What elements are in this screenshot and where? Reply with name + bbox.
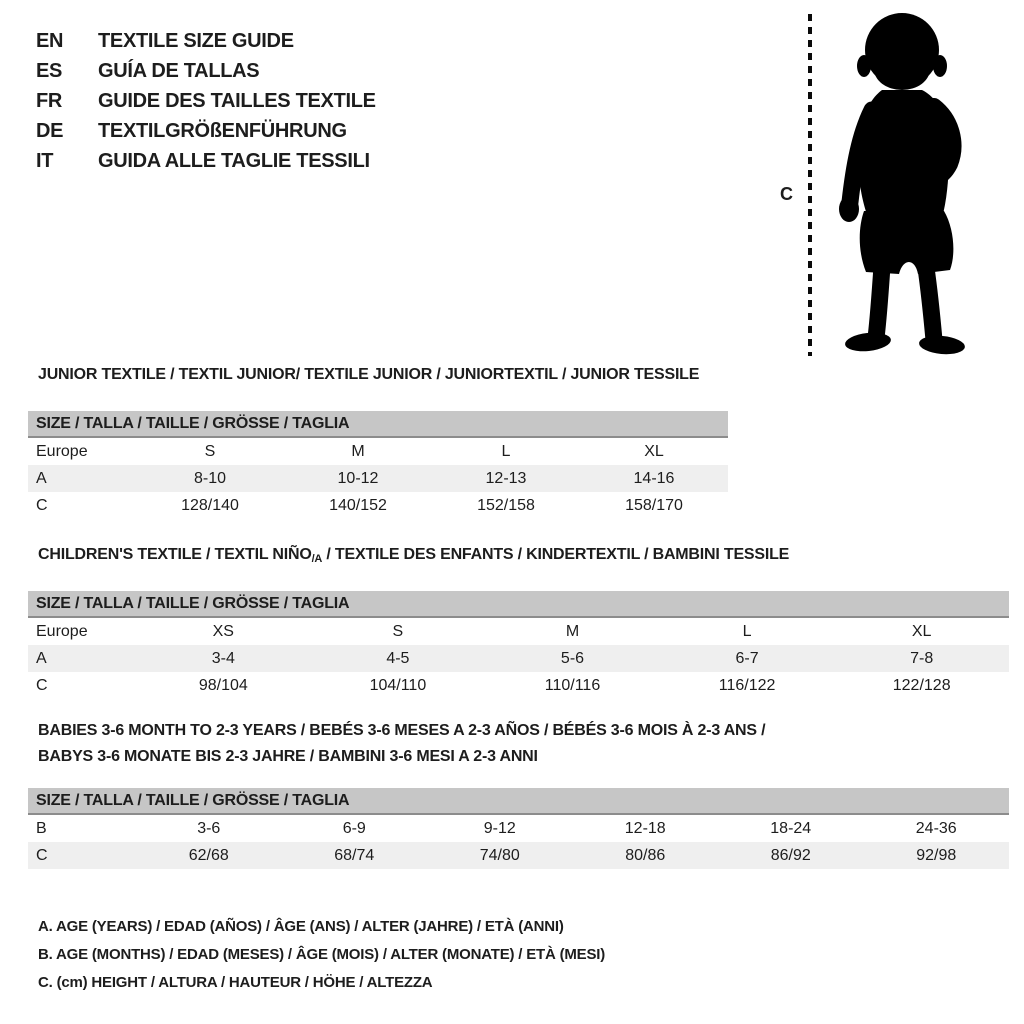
cell: 5-6 xyxy=(560,649,585,667)
cell: 12-13 xyxy=(485,469,527,487)
table-row xyxy=(28,815,1009,842)
footnote-b: B. AGE (MONTHS) / EDAD (MESES) / ÂGE (MOIS) / ALTER (MONATE) / ETÀ (MESI) xyxy=(38,945,606,963)
cell: 14-16 xyxy=(633,469,675,487)
babies-title-line2: BABYS 3-6 MONATE BIS 2-3 JAHRE / BAMBINI 3-6 MESI A 2-3 ANNI xyxy=(38,748,538,765)
row-label: Europe xyxy=(36,442,88,460)
cell: 3-6 xyxy=(197,819,221,837)
cell: 18-24 xyxy=(770,819,812,837)
cell: 6-9 xyxy=(342,819,366,837)
cell: 4-5 xyxy=(386,649,410,667)
table-row xyxy=(28,672,1009,699)
cell: L xyxy=(742,622,752,640)
language-code: EN xyxy=(36,29,64,52)
row-label: C xyxy=(36,496,48,514)
cell: M xyxy=(565,622,580,640)
row-label: Europe xyxy=(36,622,88,640)
row-label: A xyxy=(36,649,47,667)
height-marker-label: C xyxy=(780,184,793,204)
babies-title-line1: BABIES 3-6 MONTH TO 2-3 YEARS / BEBÉS 3-6 MESES A 2-3 AÑOS / BÉBÉS 3-6 MOIS À 2-3 ANS / xyxy=(38,722,766,739)
cell: 74/80 xyxy=(479,846,520,864)
cell: 86/92 xyxy=(770,846,811,864)
footnote-legend xyxy=(38,912,605,996)
cell: 6-7 xyxy=(735,649,759,667)
language-row xyxy=(36,146,376,176)
size-header: SIZE / TALLA / TAILLE / GRÖSSE / TAGLIA xyxy=(28,411,728,438)
cell: 8-10 xyxy=(193,469,227,487)
language-row xyxy=(36,116,376,146)
cell: 7-8 xyxy=(910,649,934,667)
cell: 62/68 xyxy=(188,846,229,864)
row-label: C xyxy=(36,846,48,864)
row-label: C xyxy=(36,676,48,694)
footnote-a: A. AGE (YEARS) / EDAD (AÑOS) / ÂGE (ANS) / ALTER (JAHRE) / ETÀ (ANNI) xyxy=(38,917,564,935)
size-header: SIZE / TALLA / TAILLE / GRÖSSE / TAGLIA xyxy=(28,591,1009,618)
table-row xyxy=(28,842,1009,869)
row-label: A xyxy=(36,469,47,487)
children-title-subscript: /A xyxy=(311,553,323,565)
cell: 140/152 xyxy=(329,496,387,514)
cell: 3-4 xyxy=(211,649,235,667)
cell: L xyxy=(501,442,511,460)
height-measure-dotted-line xyxy=(808,14,812,356)
language-code: FR xyxy=(36,89,63,112)
language-label: TEXTILE SIZE GUIDE xyxy=(98,29,294,52)
language-row xyxy=(36,86,376,116)
cell: 98/104 xyxy=(198,676,248,694)
cell: XL xyxy=(644,442,664,460)
cell: XS xyxy=(212,622,234,640)
table-row xyxy=(28,438,728,465)
children-section-title xyxy=(38,546,789,564)
row-label: B xyxy=(36,819,47,837)
table-row xyxy=(28,645,1009,672)
cell: 68/74 xyxy=(334,846,375,864)
junior-size-table xyxy=(28,411,728,519)
language-label: GUIDA ALLE TAGLIE TESSILI xyxy=(98,149,370,172)
children-title-pre: CHILDREN'S TEXTILE / TEXTIL NIÑO xyxy=(38,546,312,563)
cell: 80/86 xyxy=(625,846,666,864)
cell: XL xyxy=(911,622,932,640)
language-row xyxy=(36,56,376,86)
cell: S xyxy=(204,442,216,460)
table-row xyxy=(28,492,728,519)
cell: 152/158 xyxy=(477,496,535,514)
language-label: TEXTILGRÖßENFÜHRUNG xyxy=(98,119,347,142)
toddler-silhouette-icon xyxy=(822,6,982,356)
cell: 116/122 xyxy=(718,676,776,694)
size-header: SIZE / TALLA / TAILLE / GRÖSSE / TAGLIA xyxy=(28,788,1009,815)
language-list xyxy=(36,26,376,176)
cell: 122/128 xyxy=(892,676,951,694)
cell: 104/110 xyxy=(369,676,427,694)
cell: 12-18 xyxy=(624,819,666,837)
cell: 9-12 xyxy=(483,819,516,837)
table-row xyxy=(28,465,728,492)
cell: 10-12 xyxy=(337,469,379,487)
language-row xyxy=(36,26,376,56)
cell: 92/98 xyxy=(916,846,957,864)
cell: M xyxy=(351,442,365,460)
language-code: IT xyxy=(36,149,54,172)
cell: 158/170 xyxy=(625,496,683,514)
language-label: GUÍA DE TALLAS xyxy=(98,59,260,82)
babies-section-title xyxy=(38,718,765,770)
footnote-c: C. (cm) HEIGHT / ALTURA / HAUTEUR / HÖHE / ALTEZZA xyxy=(38,973,433,991)
babies-size-table xyxy=(28,788,1009,869)
cell: S xyxy=(392,622,404,640)
junior-section-title: JUNIOR TEXTILE / TEXTIL JUNIOR/ TEXTILE JUNIOR / JUNIORTEXTIL / JUNIOR TESSILE xyxy=(38,366,700,383)
language-code: ES xyxy=(36,59,63,82)
language-label: GUIDE DES TAILLES TEXTILE xyxy=(98,89,376,112)
cell: 110/116 xyxy=(544,676,601,694)
language-code: DE xyxy=(36,119,64,142)
table-row xyxy=(28,618,1009,645)
children-title-post: / TEXTILE DES ENFANTS / KINDERTEXTIL / BAMBINI TESSILE xyxy=(322,546,790,563)
cell: 128/140 xyxy=(181,496,239,514)
cell: 24-36 xyxy=(915,819,957,837)
children-size-table xyxy=(28,591,1009,699)
